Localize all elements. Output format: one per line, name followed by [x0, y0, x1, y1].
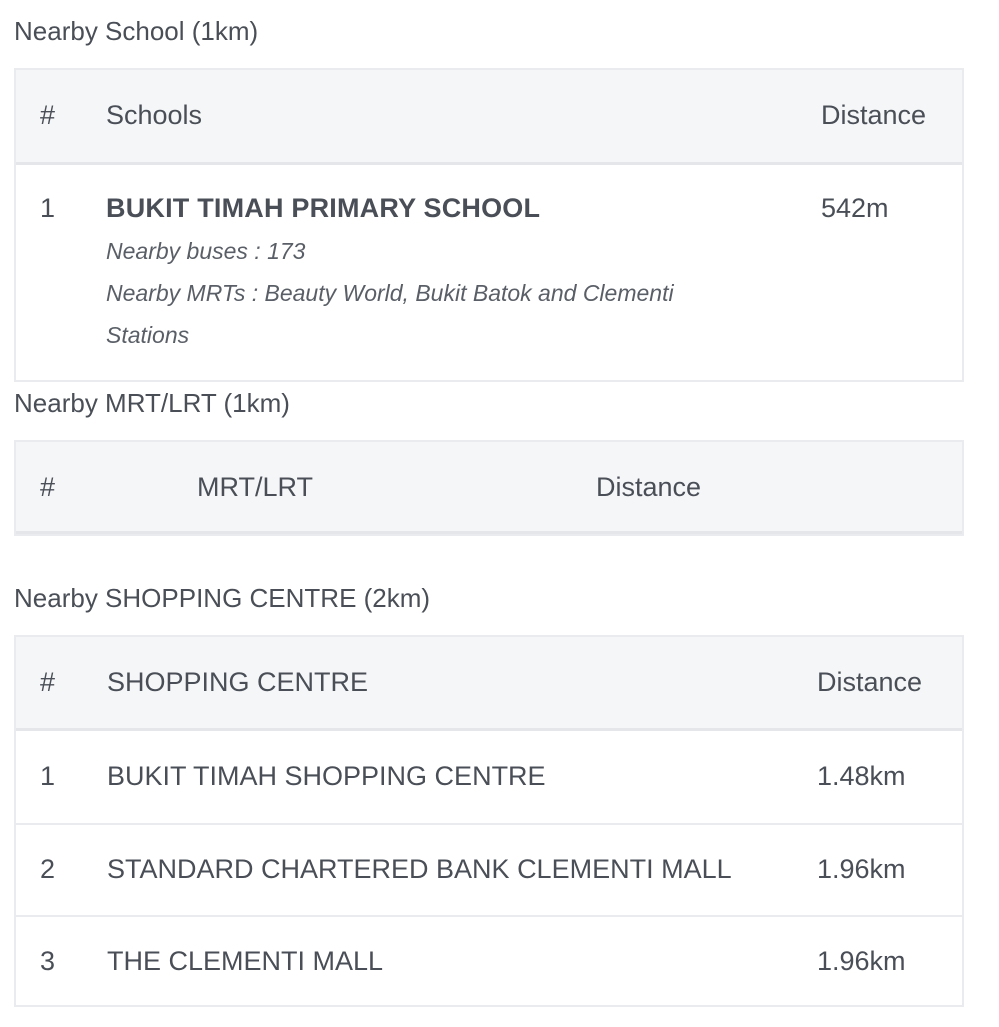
- shopping-row-number: 2: [40, 854, 56, 884]
- school-nearby-mrts-continued: Stations: [106, 322, 190, 348]
- mrt-header-distance: Distance: [596, 472, 702, 502]
- shopping-centre-distance: 1.96km: [817, 854, 906, 884]
- mrt-header-name: MRT/LRT: [197, 472, 314, 502]
- schools-section-title: Nearby School (1km): [14, 16, 259, 46]
- mrt-header-number: #: [40, 472, 56, 502]
- school-name: BUKIT TIMAH PRIMARY SCHOOL: [106, 193, 541, 223]
- shopping-row: [16, 823, 962, 915]
- shopping-centre-distance: 1.96km: [817, 946, 906, 976]
- shopping-header-number: #: [40, 667, 56, 697]
- mrt-table-header: [16, 442, 962, 534]
- schools-table-header: [16, 70, 962, 165]
- shopping-centre-distance: 1.48km: [817, 761, 906, 791]
- school-row: [16, 165, 962, 380]
- schools-table: [14, 68, 964, 382]
- shopping-table: [14, 635, 964, 1007]
- schools-header-distance: Distance: [821, 100, 927, 130]
- shopping-row-number: 3: [40, 946, 56, 976]
- school-nearby-mrts: Nearby MRTs : Beauty World, Bukit Batok and Clementi: [106, 280, 674, 306]
- shopping-row: [16, 731, 962, 823]
- shopping-centre-name: BUKIT TIMAH SHOPPING CENTRE: [107, 761, 546, 791]
- school-row-number: 1: [40, 193, 56, 223]
- shopping-header-name: SHOPPING CENTRE: [107, 667, 369, 697]
- shopping-centre-name: STANDARD CHARTERED BANK CLEMENTI MALL: [107, 854, 732, 884]
- shopping-section-title: Nearby SHOPPING CENTRE (2km): [14, 583, 431, 613]
- mrt-table: [14, 440, 964, 536]
- schools-header-number: #: [40, 100, 56, 130]
- shopping-row-number: 1: [40, 761, 56, 791]
- shopping-centre-name: THE CLEMENTI MALL: [107, 946, 384, 976]
- schools-header-name: Schools: [106, 100, 203, 130]
- shopping-header-distance: Distance: [817, 667, 923, 697]
- shopping-table-header: [16, 637, 962, 731]
- school-nearby-buses: Nearby buses : 173: [106, 238, 306, 264]
- mrt-section-title: Nearby MRT/LRT (1km): [14, 388, 290, 418]
- shopping-row: [16, 915, 962, 1005]
- school-distance: 542m: [821, 193, 889, 223]
